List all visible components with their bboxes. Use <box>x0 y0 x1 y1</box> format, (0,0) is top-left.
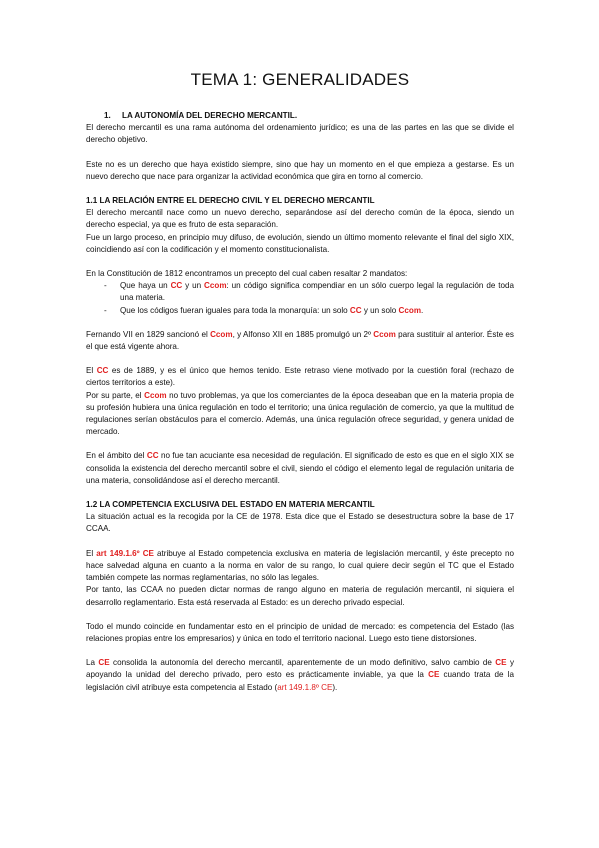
text-run: para sustituir al anterior. Éste es el que está vigente ahora. <box>86 329 514 352</box>
section-1-paragraph-1: El derecho mercantil es una rama autónoma del ordenamiento jurídico; es una de las partes en las que se divide el derecho objetivo. <box>86 123 514 145</box>
cc-highlight: CC <box>146 451 159 461</box>
section-1-2-paragraph-1: La situación actual es la recogida por la CE de 1978. Esta dice que el Estado se desestructura sobre la base de 17 CCAA. <box>86 512 514 534</box>
mandate-item-2 <box>104 305 514 317</box>
text-run: Que haya un <box>120 281 171 291</box>
ccom-highlight: Ccom <box>144 390 167 400</box>
section-1-2-paragraph-4: Todo el mundo coincide en fundamentar esto en el principio de unidad de mercado: es competencia del Estado (las relaciones propias entre los empresarios) y única en todo el territorio nacional. Luego esto tiene distorsiones. <box>86 621 514 643</box>
section-1-1-paragraph-7 <box>86 450 514 487</box>
section-1-1-heading: 1.1 LA RELACIÓN ENTRE EL DERECHO CIVIL Y EL DERECHO MERCANTIL <box>86 196 375 206</box>
text-run: . <box>421 305 424 315</box>
ce-highlight: CE <box>495 658 507 668</box>
section-1-2-paragraph-5 <box>86 657 514 694</box>
ce-highlight: CE <box>428 670 440 680</box>
document-page <box>86 70 514 694</box>
ce-highlight: CE <box>98 658 110 668</box>
text-run: El <box>86 548 97 558</box>
section-1-1-paragraph-6 <box>86 390 514 439</box>
text-run: Que los códigos fueran iguales para toda la monarquía: un solo <box>120 305 350 315</box>
section-1-paragraph-2: Este no es un derecho que haya existido siempre, sino que hay un momento en el que empieza a gestarse. Es un nuevo derecho que nace para organizar la actividad económica que gira en torno al comercio. <box>86 159 514 181</box>
mandates-list <box>86 280 514 317</box>
text-run: es de 1889, y es el único que hemos tenido. Este retraso viene motivado por la cuestión foral (rechazo de ciertos territorios a este). <box>86 366 515 388</box>
document-title: TEMA 1: GENERALIDADES <box>190 70 410 89</box>
text-run: En el ámbito del <box>86 451 147 461</box>
section-1-heading <box>86 110 514 122</box>
text-run: no tuvo problemas, ya que los comerciantes de la época deseaban que en la materia propia de su profesión hubiera una única regulación en todo el territorio; una única regulación de comercio, ya que la multitud de regulaciones serían obstáculos para el comercio. Además, una única regulación ofrece seguridad, y genera unidad de mercado. <box>86 390 514 437</box>
section-1-1-paragraph-5 <box>86 365 514 389</box>
section-1-2-paragraph-2 <box>86 548 514 585</box>
ccom-highlight: Ccom <box>204 281 227 291</box>
section-1-1-paragraph-3: En la Constitución de 1812 encontramos un precepto del cual caben resaltar 2 mandatos: <box>86 269 408 279</box>
cc-highlight: CC <box>96 366 109 376</box>
text-run: cuando trata de la legislación civil atribuye esta competencia al Estado ( <box>86 670 515 692</box>
section-1-number: 1. <box>104 111 111 120</box>
section-1-1-paragraph-1: El derecho mercantil nace como un nuevo derecho, separándose así del derecho común de la época, siendo un derecho especial, ya que es fruto de esta separación. <box>86 208 514 230</box>
article-reference: art 149.1.6º CE <box>96 548 154 558</box>
text-run: El <box>86 366 97 376</box>
text-run: y apoyando la unidad del derecho privado, pero esto es prácticamente inviable, ya que la <box>86 658 514 680</box>
section-1-1-paragraph-2: Fue un largo proceso, en principio muy difuso, de evolución, siendo un último momento relevante el final del siglo XIX, coincidiendo así con la codificación y el momento constitucionalista. <box>86 232 514 254</box>
text-run: : un código significa compendiar en un sólo cuerpo legal la regulación de toda una materia. <box>120 281 514 303</box>
text-run: Por su parte, el <box>86 390 145 400</box>
ccom-highlight: Ccom <box>210 329 233 339</box>
text-run: consolida la autonomía del derecho mercantil, aparentemente de un modo definitivo, salvo cambio de <box>109 658 496 668</box>
section-1-2-paragraph-3: Por tanto, las CCAA no pueden dictar normas de rango alguno en materia de regulación mercantil, ni siquiera el desarrollo reglamentario. Esta está reservada al Estado: es un derecho privado especial. <box>86 585 514 607</box>
section-1-2-heading: 1.2 LA COMPETENCIA EXCLUSIVA DEL ESTADO EN MATERIA MERCANTIL <box>86 500 375 510</box>
text-run: atribuye al Estado competencia exclusiva en materia de legislación mercantil, y éste precepto no hace salvedad alguna en cuanto a la norma en valor de su rango, lo cual quiere decir según el TC que el Estado también compete las normas reglamentarias, no sólo las legales. <box>86 548 514 583</box>
text-run: La <box>86 658 99 668</box>
text-run: Fernando VII en 1829 sancionó el <box>86 329 211 339</box>
cc-highlight: CC <box>170 281 183 291</box>
ccom-highlight: Ccom <box>373 329 396 339</box>
mandate-item-1 <box>104 280 514 304</box>
text-run: y un solo <box>361 305 399 315</box>
ccom-highlight: Ccom <box>398 305 422 315</box>
section-1-1-paragraph-4 <box>86 329 514 353</box>
text-run: no fue tan acuciante esa necesidad de regulación. El significado de esto es que en el siglo XIX se consolida la existencia del derecho mercantil sobre el civil, siendo el código el elemento legal de regulación unitaria de una materia, consolidándose así el derecho mercantil. <box>86 451 514 485</box>
cc-highlight: CC <box>349 305 362 315</box>
section-1-heading-text: LA AUTONOMÍA DEL DERECHO MERCANTIL. <box>122 111 298 120</box>
text-run: , y Alfonso XII en 1885 promulgó un 2º <box>232 329 374 339</box>
text-run: ). <box>332 682 338 692</box>
text-run: y un <box>182 281 205 291</box>
article-reference: art 149.1.8º CE <box>277 682 333 692</box>
